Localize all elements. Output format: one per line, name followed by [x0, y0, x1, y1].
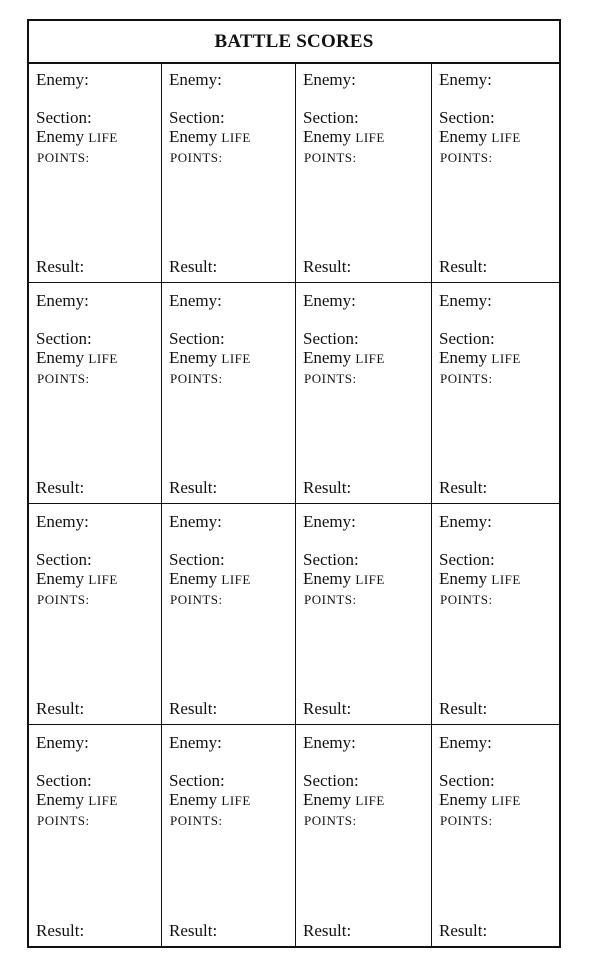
points-label: POINTS: [304, 371, 357, 386]
enemy-word: Enemy [303, 790, 352, 809]
enemy-life-label [36, 128, 118, 147]
enemy-life-label [439, 791, 521, 810]
enemy-label: Enemy: [36, 512, 89, 531]
points-label: POINTS: [440, 813, 493, 828]
points-label: POINTS: [304, 150, 357, 165]
enemy-word: Enemy [439, 127, 488, 146]
enemy-label: Enemy: [169, 512, 222, 531]
life-word: LIFE [355, 351, 385, 366]
enemy-life-label [303, 128, 385, 147]
points-label: POINTS: [37, 371, 90, 386]
life-word: LIFE [88, 130, 118, 145]
points-label: POINTS: [37, 592, 90, 607]
points-label: POINTS: [304, 592, 357, 607]
enemy-word: Enemy [169, 790, 218, 809]
enemy-word: Enemy [169, 348, 218, 367]
section-label: Section: [439, 329, 495, 348]
battle-scores-sheet [27, 19, 561, 948]
score-box [296, 725, 432, 946]
result-label: Result: [439, 257, 488, 276]
enemy-word: Enemy [303, 127, 352, 146]
section-label: Section: [169, 329, 225, 348]
result-label: Result: [303, 699, 352, 718]
enemy-label: Enemy: [36, 70, 89, 89]
points-label: POINTS: [170, 592, 223, 607]
enemy-label: Enemy: [169, 291, 222, 310]
enemy-life-label [439, 128, 521, 147]
enemy-word: Enemy [439, 790, 488, 809]
enemy-life-label [303, 349, 385, 368]
score-box [296, 283, 432, 504]
life-word: LIFE [221, 793, 251, 808]
section-label: Section: [439, 108, 495, 127]
enemy-label: Enemy: [36, 291, 89, 310]
enemy-label: Enemy: [303, 291, 356, 310]
enemy-word: Enemy [169, 127, 218, 146]
points-label: POINTS: [37, 813, 90, 828]
enemy-word: Enemy [36, 569, 85, 588]
enemy-label: Enemy: [439, 291, 492, 310]
enemy-life-label [303, 570, 385, 589]
enemy-word: Enemy [36, 790, 85, 809]
result-label: Result: [439, 478, 488, 497]
enemy-label: Enemy: [303, 733, 356, 752]
result-label: Result: [36, 257, 85, 276]
section-label: Section: [303, 329, 359, 348]
score-box [162, 283, 296, 504]
enemy-word: Enemy [36, 348, 85, 367]
enemy-life-label [303, 791, 385, 810]
points-label: POINTS: [170, 813, 223, 828]
result-label: Result: [36, 921, 85, 940]
score-box [432, 62, 559, 283]
section-label: Section: [303, 550, 359, 569]
result-label: Result: [439, 699, 488, 718]
section-label: Section: [36, 108, 92, 127]
enemy-label: Enemy: [303, 512, 356, 531]
section-label: Section: [303, 108, 359, 127]
life-word: LIFE [491, 351, 521, 366]
section-label: Section: [303, 771, 359, 790]
enemy-label: Enemy: [169, 70, 222, 89]
section-label: Section: [169, 771, 225, 790]
enemy-word: Enemy [36, 127, 85, 146]
result-label: Result: [169, 478, 218, 497]
score-box [29, 725, 162, 946]
life-word: LIFE [88, 572, 118, 587]
section-label: Section: [439, 550, 495, 569]
enemy-life-label [36, 349, 118, 368]
score-box [162, 504, 296, 725]
life-word: LIFE [88, 793, 118, 808]
section-label: Section: [36, 329, 92, 348]
enemy-word: Enemy [303, 348, 352, 367]
enemy-word: Enemy [169, 569, 218, 588]
life-word: LIFE [221, 351, 251, 366]
result-label: Result: [36, 478, 85, 497]
life-word: LIFE [221, 130, 251, 145]
score-box [162, 62, 296, 283]
enemy-label: Enemy: [439, 70, 492, 89]
section-label: Section: [169, 108, 225, 127]
result-label: Result: [169, 699, 218, 718]
section-label: Section: [36, 771, 92, 790]
section-label: Section: [169, 550, 225, 569]
result-label: Result: [439, 921, 488, 940]
section-label: Section: [36, 550, 92, 569]
enemy-life-label [169, 349, 251, 368]
score-box [162, 725, 296, 946]
points-label: POINTS: [440, 592, 493, 607]
life-word: LIFE [221, 572, 251, 587]
points-label: POINTS: [440, 150, 493, 165]
result-label: Result: [303, 921, 352, 940]
score-box [29, 504, 162, 725]
life-word: LIFE [88, 351, 118, 366]
points-label: POINTS: [170, 150, 223, 165]
score-box [432, 283, 559, 504]
enemy-life-label [36, 791, 118, 810]
life-word: LIFE [355, 130, 385, 145]
enemy-label: Enemy: [303, 70, 356, 89]
result-label: Result: [303, 257, 352, 276]
result-label: Result: [36, 699, 85, 718]
battle-score-grid [29, 62, 559, 946]
points-label: POINTS: [440, 371, 493, 386]
score-box [432, 504, 559, 725]
enemy-label: Enemy: [439, 512, 492, 531]
enemy-label: Enemy: [169, 733, 222, 752]
score-box [29, 283, 162, 504]
result-label: Result: [303, 478, 352, 497]
life-word: LIFE [491, 130, 521, 145]
enemy-word: Enemy [439, 348, 488, 367]
enemy-life-label [169, 128, 251, 147]
enemy-word: Enemy [439, 569, 488, 588]
result-label: Result: [169, 921, 218, 940]
life-word: LIFE [355, 572, 385, 587]
points-label: POINTS: [170, 371, 223, 386]
enemy-life-label [36, 570, 118, 589]
enemy-life-label [169, 570, 251, 589]
points-label: POINTS: [37, 150, 90, 165]
result-label: Result: [169, 257, 218, 276]
life-word: LIFE [355, 793, 385, 808]
score-box [432, 725, 559, 946]
enemy-label: Enemy: [439, 733, 492, 752]
section-label: Section: [439, 771, 495, 790]
enemy-life-label [439, 570, 521, 589]
enemy-label: Enemy: [36, 733, 89, 752]
points-label: POINTS: [304, 813, 357, 828]
life-word: LIFE [491, 793, 521, 808]
life-word: LIFE [491, 572, 521, 587]
score-box [296, 62, 432, 283]
score-box [296, 504, 432, 725]
sheet-title: BATTLE SCORES [29, 21, 559, 64]
enemy-life-label [439, 349, 521, 368]
enemy-word: Enemy [303, 569, 352, 588]
enemy-life-label [169, 791, 251, 810]
score-box [29, 62, 162, 283]
